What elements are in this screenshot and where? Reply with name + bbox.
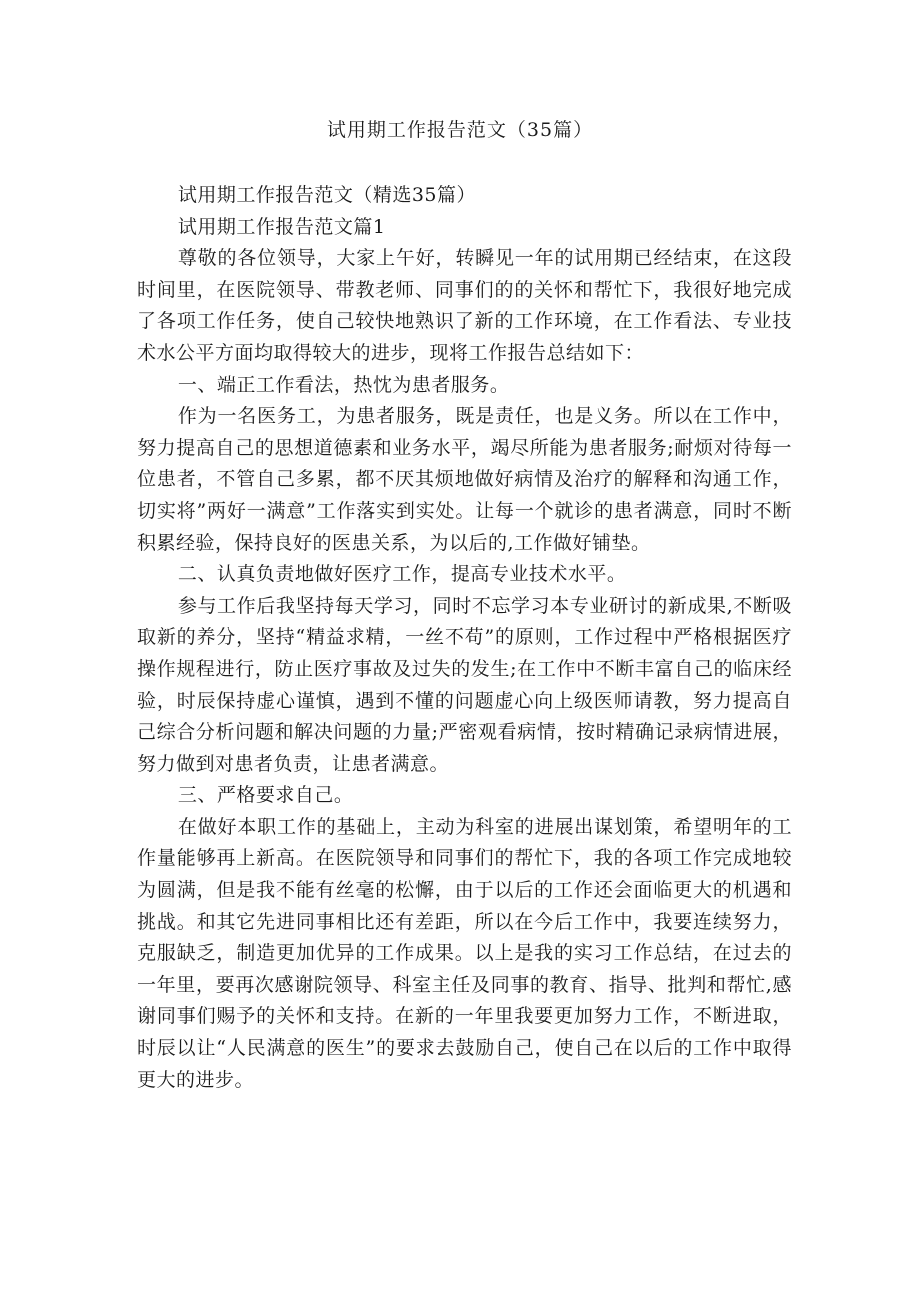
body-paragraph: 尊敬的各位领导，大家上午好，转瞬见一年的试用期已经结束，在这段时间里，在医院领导、带教老师、同事们的的关怀和帮忙下，我很好地完成了各项工作任务，使自己较快地熟识了新的工作环境，在工作看法、专业技术水公平方面均取得较大的进步，现将工作报告总结如下：	[137, 247, 792, 364]
body-paragraph: 作为一名医务工，为患者服务，既是责任，也是义务。所以在工作中，努力提高自己的思想道德素和业务水平，竭尽所能为患者服务;耐烦对待每一位患者，不管自己多累，都不厌其烦地做好病情及治疗的解释和沟通工作，切实将”两好一满意”工作落实到实处。让每一个就诊的患者满意，同时不断积累经验，保持良好的医患关系，为以后的,工作做好铺垫。	[137, 405, 792, 554]
section-heading: 试用期工作报告范文篇1	[177, 215, 386, 238]
section-heading: 一、端正工作看法，热忱为患者服务。	[177, 373, 510, 396]
section-heading: 三、严格要求自己。	[177, 784, 354, 807]
body-paragraph: 在做好本职工作的基础上，主动为科室的进展出谋划策，希望明年的工作量能够再上新高。在医院领导和同事们的帮忙下，我的各项工作完成地较为圆满，但是我不能有丝毫的松懈，由于以后的工作还会面临更大的机遇和挑战。和其它先进同事相比还有差距，所以在今后工作中，我要连续努力，克服缺乏，制造更加优异的工作成果。以上是我的实习工作总结，在过去的一年里，要再次感谢院领导、科室主任及同事的教育、指导、批判和帮忙,感谢同事们赐予的关怀和支持。在新的一年里我要更加努力工作，不断进取，时辰以让“人民满意的医生”的要求去鼓励自己，使自己在以后的工作中取得更大的进步。	[137, 815, 792, 1091]
section-heading: 二、认真负责地做好医疗工作，提高专业技术水平。	[177, 563, 627, 586]
document-title: 试用期工作报告范文（35篇）	[326, 119, 594, 141]
body-paragraph: 参与工作后我坚持每天学习，同时不忘学习本专业研讨的新成果,不断吸取新的养分，坚持“精益求精，一丝不苟”的原则，工作过程中严格根据医疗操作规程进行，防止医疗事故及过失的发生;在工作中不断丰富自己的临床经验，时辰保持虚心谨慎，遇到不懂的问题虚心向上级医师请教，努力提高自己综合分析问题和解决问题的力量;严密观看病情，按时精确记录病情进展，努力做到对患者负责，让患者满意。	[137, 594, 792, 775]
subtitle-paragraph: 试用期工作报告范文（精选35篇）	[177, 184, 477, 206]
document-body	[137, 180, 792, 1096]
